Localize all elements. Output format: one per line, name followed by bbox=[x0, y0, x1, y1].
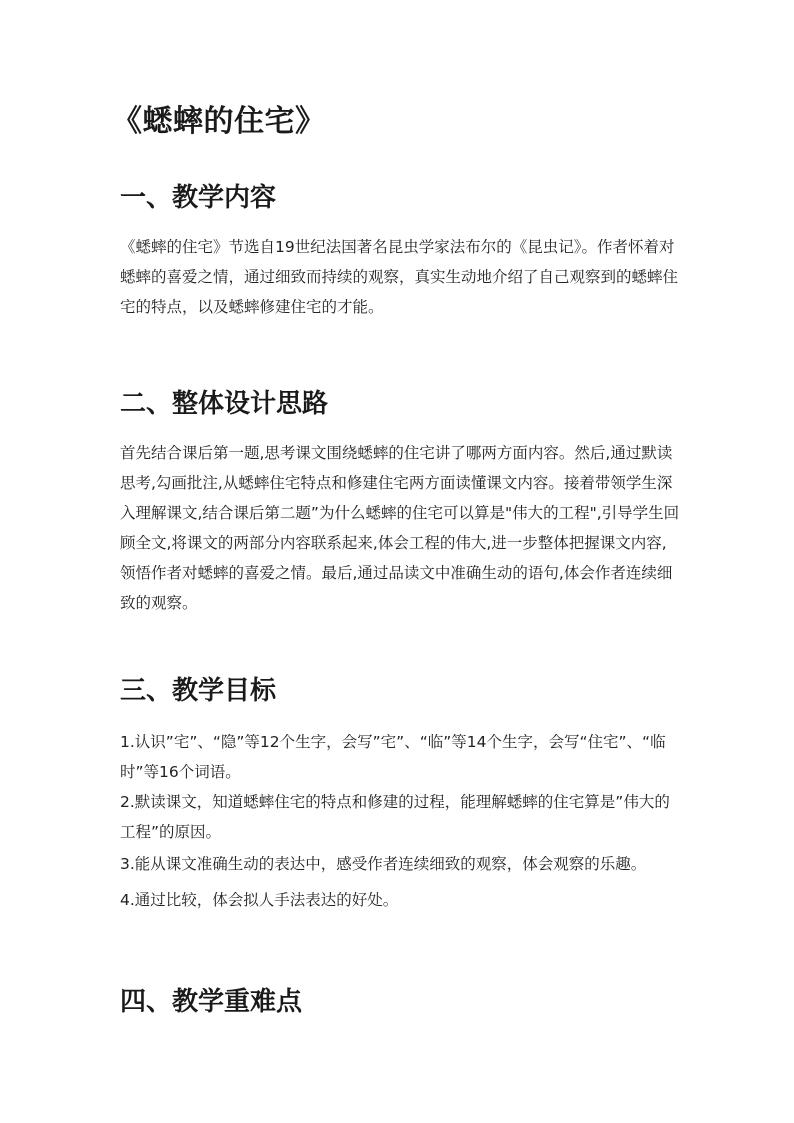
teaching-goal-item: 2.默读课文，知道蟋蟀住宅的特点和修建的过程，能理解蟋蟀的住宅算是”伟大的工程”的原因。 bbox=[120, 793, 670, 841]
section-heading-teaching-content: 一、教学内容 bbox=[120, 183, 277, 213]
teaching-goal-item: 3.能从课文准确生动的表达中，感受作者连续细致的观察，体会观察的乐趣。 bbox=[120, 855, 647, 873]
teaching-goal-item: 4.通过比较，体会拟人手法表达的好处。 bbox=[120, 891, 399, 909]
section-heading-design-approach: 二、整体设计思路 bbox=[120, 389, 329, 419]
design-approach-paragraph: 首先结合课后第一题,思考课文围绕蟋蟀的住宅讲了哪两方面内容。然后,通过默读思考,勾画批注,从蟋蟀住宅特点和修建住宅两方面读懂课文内容。接着带领学生深入理解课文,结合课后第二题”为什么蟋蟀的住宅可以算是"伟大的工程",引导学生回顾全文,将课文的两部分内容联系起来,体会工程的伟大,进一步整体把握课文内容,领悟作者对蟋蟀的喜爱之情。最后,通过品读文中准确生动的语句,体会作者连续细致的观察。 bbox=[120, 444, 680, 612]
section-heading-teaching-goals: 三、教学目标 bbox=[120, 676, 277, 706]
teaching-goal-item: 1.认识”宅”、“隐”等12个生字，会写”宅”、“临”等14个生字，会写“住宅”、“临时”等16个词语。 bbox=[120, 733, 666, 781]
section-heading-key-points: 四、教学重难点 bbox=[120, 987, 303, 1017]
teaching-content-paragraph: 《蟋蟀的住宅》节选自19世纪法国著名昆虫学家法布尔的《昆虫记》。作者怀着对蟋蟀的喜爱之情，通过细致而持续的观察，真实生动地介绍了自己观察到的蟋蟀住宅的特点，以及蟋蟀修建住宅的才能。 bbox=[120, 238, 679, 316]
document-title: 《蟋蟀的住宅》 bbox=[112, 104, 326, 139]
